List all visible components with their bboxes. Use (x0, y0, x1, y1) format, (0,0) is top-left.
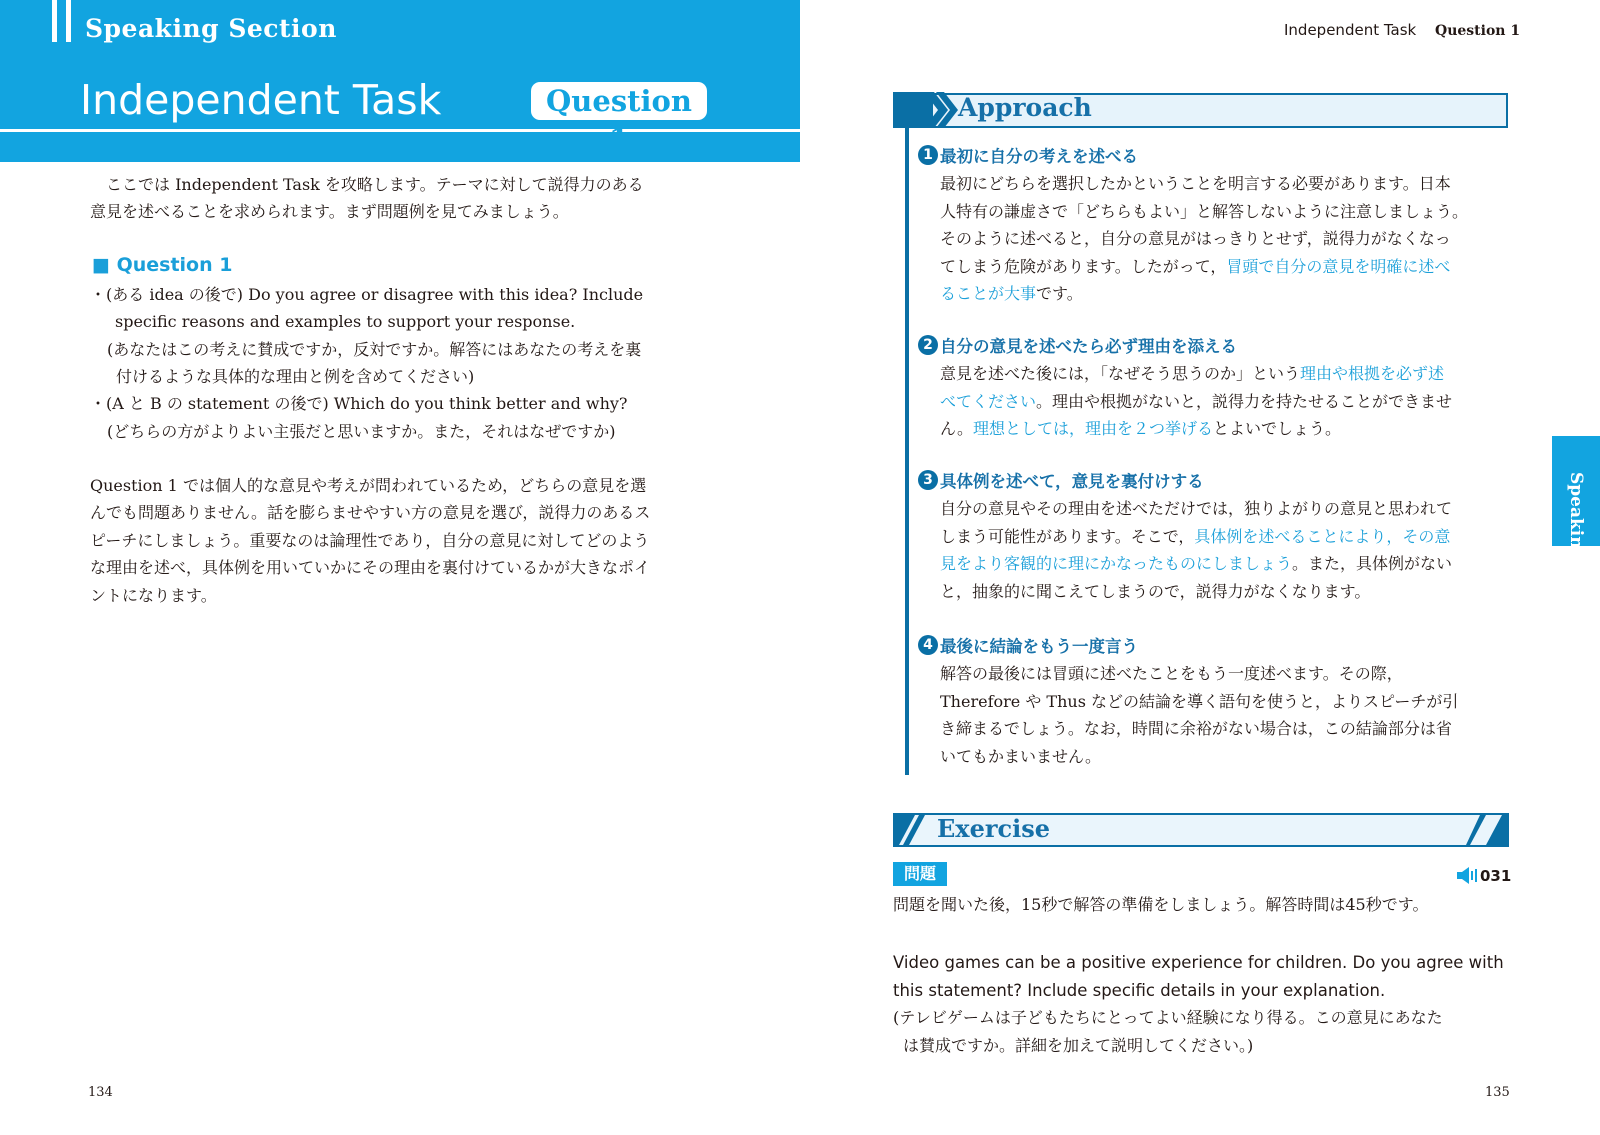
body-text: 解答の最後には冒頭に述べたことをもう一度述べます。その際， (940, 664, 1403, 683)
approach-title: Approach (958, 93, 1092, 122)
body-line: Question 1 では個人的な意見や考えが問われているため，どちらの意見を選 (90, 476, 647, 495)
point-body-line (940, 388, 1452, 416)
point-body-line (940, 360, 1444, 388)
point-heading: 最後に結論をもう一度言う (940, 637, 1138, 656)
point-body-line (940, 253, 1450, 281)
prompt-english-line: this statement? Include specific details in your explanation. (893, 981, 1386, 1000)
body-text: と，抽象的に聞こえてしまうので，説得力がなくなります。 (940, 581, 1371, 601)
point-body-line (940, 170, 1451, 198)
question-line: (どちらの方がよりよい主張だと思いますか。また，それはなぜですか) (107, 422, 616, 441)
running-head-title: Independent Task (1284, 21, 1417, 39)
highlighted-text: 見をより客観的に理にかなったものにしましょう (940, 554, 1293, 573)
point-heading: 最初に自分の考えを述べる (940, 147, 1138, 166)
header-bar-left (52, 0, 57, 42)
running-head (1284, 21, 1520, 39)
prompt-english-line: Video games can be a positive experience for children. Do you agree with (893, 953, 1504, 972)
header-rule (0, 129, 800, 132)
approach-rule (905, 128, 909, 775)
body-text: 。また，具体例がない (1292, 554, 1453, 573)
audio-track-number: 031 (1480, 867, 1512, 885)
body-text: いてもかまいません。 (940, 746, 1101, 766)
point-body-line (940, 198, 1468, 226)
question-badge: Question 1 (531, 82, 707, 120)
body-line: んでも問題ありません。話を膨らませやすい方の意見を選び，説得力のあるス (90, 503, 651, 522)
exercise-stripe-right (1466, 815, 1507, 845)
point-body-line (940, 715, 1452, 743)
header-bar-right (66, 0, 71, 42)
intro-line: 意見を述べることを求められます。まず問題例を見てみましょう。 (90, 202, 569, 221)
highlighted-text: 理由や根拠を必ず述 (1300, 364, 1445, 383)
highlighted-text: 具体例を述べることにより，その意 (1194, 526, 1451, 546)
point-body-line (940, 688, 1458, 716)
body-text: 人特有の謙虚さで「どちらもよい」と解答しないように注意しましょう。 (940, 201, 1469, 221)
point-body-line (940, 660, 1403, 688)
body-text: き締まるでしょう。なお，時間に余裕がない場合は，この結論部分は省 (940, 719, 1452, 738)
question-line: (あなたはこの考えに賛成ですか，反対ですか。解答にはあなたの考えを裏 (107, 340, 642, 359)
side-tab-rule (1552, 432, 1600, 436)
body-line: ピーチにしましょう。重要なのは論理性であり，自分の意見に対してどのよう (90, 531, 650, 550)
point-body-line (940, 225, 1451, 253)
question-line: specific reasons and examples to support your response. (115, 312, 576, 331)
exercise-title: Exercise (937, 814, 1051, 843)
question-line: ・(ある idea の後で) Do you agree or disagree with this idea? Include (90, 285, 644, 304)
point-body-line (940, 578, 1370, 606)
point-number-badge: 1 (918, 145, 938, 165)
body-text: Therefore や Thus などの結論を導く語句を使うと，よりスピーチが引 (940, 691, 1459, 711)
point-body-line (940, 495, 1452, 523)
body-text: とよいでしょう。 (1212, 419, 1341, 438)
exercise-instruction: 問題を聞いた後，15秒で解答の準備をしましょう。解答時間は45秒です。 (893, 895, 1429, 914)
point-body-line (940, 550, 1452, 578)
question-line: ・(A と B の statement の後で) Which do you think better and why? (90, 394, 628, 413)
point-number-badge: 2 (918, 335, 938, 355)
body-text: ん。 (940, 419, 973, 438)
side-tab-label: Speaking (1566, 472, 1586, 561)
body-text: しまう可能性があります。そこで， (940, 526, 1195, 546)
double-chevron-icon (924, 92, 958, 128)
highlighted-text: べてください (940, 391, 1037, 411)
point-number-badge: 4 (918, 635, 938, 655)
body-text: 。理由や根拠がないと，説得力を持たせることができませ (1036, 391, 1453, 411)
point-body-line (940, 743, 1101, 771)
page-number-right: 135 (1485, 1085, 1510, 1100)
point-heading: 具体例を述べて，意見を裏付けする (940, 472, 1204, 491)
body-text: です。 (1036, 284, 1083, 303)
point-body-line (940, 280, 1083, 308)
exercise-stripe-left (895, 815, 935, 845)
body-text: 意見を述べた後には，「なぜそう思うのか」という (940, 364, 1301, 383)
point-heading: 自分の意見を述べたら必ず理由を添える (940, 337, 1237, 356)
body-text: てしまう危険があります。したがって， (940, 256, 1227, 276)
body-text: そのように述べると，自分の意見がはっきりとせず，説得力がなくなっ (940, 229, 1451, 248)
question-1-heading: ■ Question 1 (92, 254, 233, 276)
section-label: Speaking Section (85, 14, 337, 43)
highlighted-text: 冒頭で自分の意見を明確に述べ (1226, 256, 1451, 276)
question-label-badge: 問題 (893, 862, 947, 886)
highlighted-text: ることが大事 (940, 284, 1037, 303)
prompt-japanese-line: (テレビゲームは子どもたちにとってよい経験になり得る。この意見にあなた (893, 1008, 1443, 1027)
running-head-badge: Question 1 (1435, 23, 1521, 39)
point-body-line (940, 523, 1450, 551)
prompt-japanese-line: は賛成ですか。詳細を加えて説明してください。) (903, 1036, 1254, 1055)
speaker-icon (1457, 867, 1478, 884)
page-number-left: 134 (88, 1085, 113, 1100)
point-number-badge: 3 (918, 470, 938, 490)
point-body-line (940, 415, 1341, 443)
body-line: な理由を述べ，具体例を用いていかにその理由を裏付けているかが大きなポイ (90, 558, 651, 577)
question-line: 付けるような具体的な理由と例を含めてください) (116, 367, 475, 386)
body-text: 自分の意見やその理由を述べただけでは，独りよがりの意見と思われて (940, 499, 1453, 518)
page-title: Independent Task (80, 76, 442, 124)
body-text: 最初にどちらを選択したかということを明言する必要があります。日本 (940, 174, 1451, 193)
highlighted-text: 理想としては，理由を２つ挙げる (972, 419, 1213, 438)
intro-line: ここでは Independent Task を攻略します。テーマに対して説得力のある (90, 175, 644, 194)
body-line: ントになります。 (90, 586, 217, 605)
